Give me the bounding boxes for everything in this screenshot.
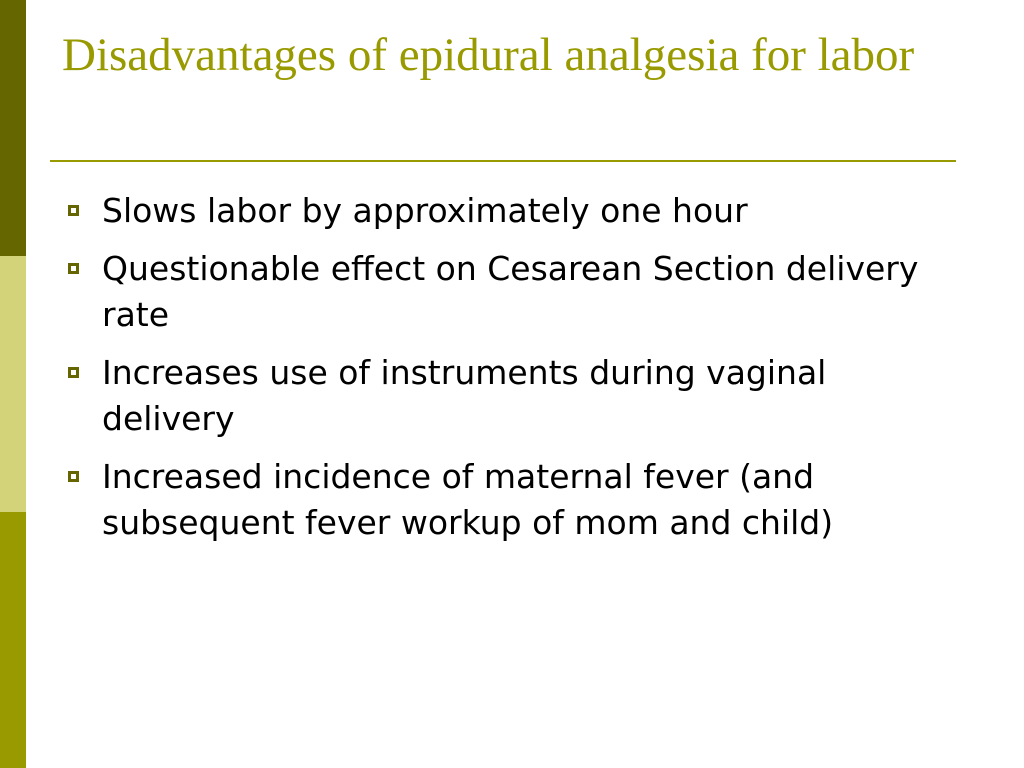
title-divider [50,160,956,162]
bullet-list [62,188,942,558]
bullet-item [62,246,942,338]
hollow-square-bullet-icon [68,205,79,216]
bullet-text: Increases use of instruments during vaginal delivery [102,353,827,438]
hollow-square-bullet-icon [68,471,79,482]
side-bar-medium-segment [0,512,26,768]
bullet-item [62,188,942,234]
side-bar-dark-segment [0,0,26,256]
bullet-text: Increased incidence of maternal fever (and subsequent fever workup of mom and child) [102,457,834,542]
bullet-item [62,350,942,442]
bullet-text: Questionable effect on Cesarean Section delivery rate [102,249,919,334]
hollow-square-bullet-icon [68,263,79,274]
bullet-text: Slows labor by approximately one hour [102,191,748,230]
side-bar-light-segment [0,256,26,512]
hollow-square-bullet-icon [68,367,79,378]
slide-title: Disadvantages of epidural analgesia for labor [62,29,915,81]
bullet-item [62,454,942,546]
